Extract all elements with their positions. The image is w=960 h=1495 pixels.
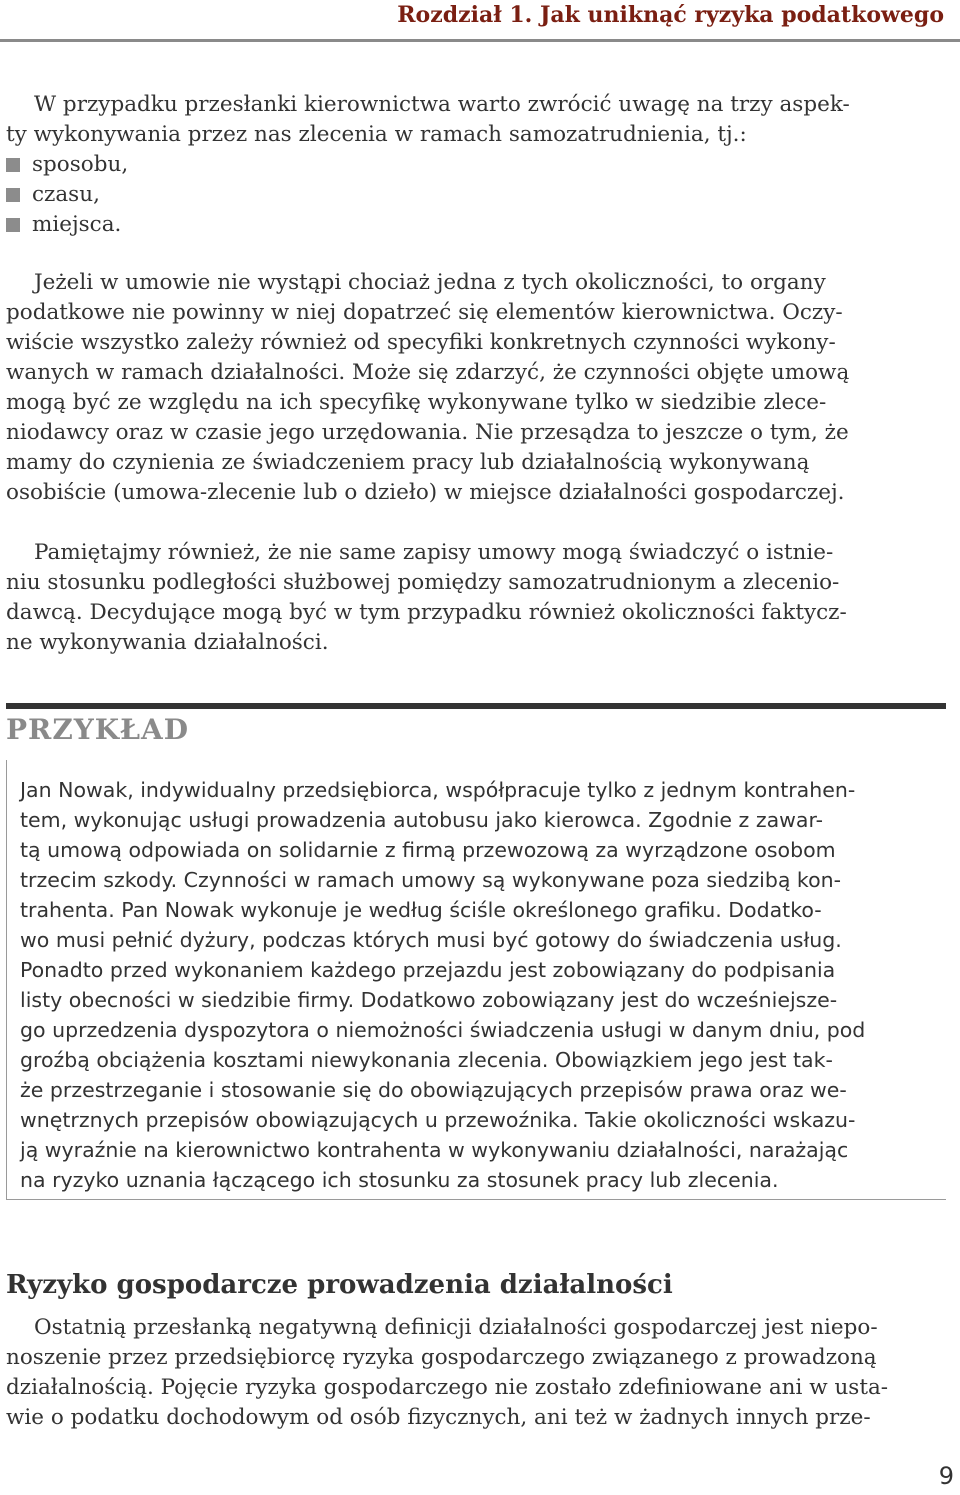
example-bottom-border: [6, 1199, 946, 1200]
example-line: tą umową odpowiada on solidarnie z firmą przewozową za wyrządzone osobom: [20, 838, 836, 862]
example-line: trzecim szkody. Czynności w ramach umowy są wykonywane poza siedzibą kon-: [20, 868, 842, 892]
bullet-item: miejsca.: [32, 212, 122, 237]
paragraph-line: Jeżeli w umowie nie wystąpi chociaż jedna z tych okoliczności, to organy: [34, 270, 826, 295]
section-line: noszenie przez przedsiębiorcę ryzyka gospodarczego związanego z prowadzoną: [6, 1345, 877, 1370]
section-line: wie o podatku dochodowym od osób fizycznych, ani też w żadnych innych prze-: [6, 1405, 871, 1430]
example-line: go uprzedzenia dyspozytora o niemożności świadczenia usługi w danym dniu, pod: [20, 1018, 866, 1042]
example-line: że przestrzeganie i stosowanie się do obowiązujących przepisów prawa oraz we-: [20, 1078, 847, 1102]
paragraph-line: podatkowe nie powinny w niej dopatrzeć się elementów kierownictwa. Oczy-: [6, 300, 843, 325]
paragraph-line: niu stosunku podległości służbowej pomiędzy samozatrudnionym a zlecenio-: [6, 570, 840, 595]
paragraph-line: niodawcy oraz w czasie jego urzędowania. Nie przesądza to jeszcze o tym, że: [6, 420, 849, 445]
running-header: [0, 0, 960, 44]
chapter-title: Rozdział 1. Jak uniknąć ryzyka podatkowego: [397, 2, 944, 28]
paragraph-line: Pamiętajmy również, że nie same zapisy umowy mogą świadczyć o istnie-: [34, 540, 834, 565]
example-label: PRZYKŁAD: [6, 713, 189, 746]
intro-line: ty wykonywania przez nas zlecenia w ramach samozatrudnienia, tj.:: [6, 122, 747, 147]
example-line: groźbą obciążenia kosztami niewykonania zlecenia. Obowiązkiem jego jest tak-: [20, 1048, 833, 1072]
example-top-rule: [6, 703, 946, 709]
example-line: listy obecności w siedzibie firmy. Dodatkowo zobowiązany jest do wcześniejsze-: [20, 988, 838, 1012]
paragraph-line: ne wykonywania działalności.: [6, 630, 329, 655]
bullet-square-icon: [6, 218, 20, 232]
paragraph-line: dawcą. Decydujące mogą być w tym przypadku również okoliczności faktycz-: [6, 600, 847, 625]
section-heading: Ryzyko gospodarcze prowadzenia działalności: [6, 1270, 673, 1300]
paragraph-line: osobiście (umowa-zlecenie lub o dzieło) w miejsce działalności gospodarczej.: [6, 480, 845, 505]
example-line: Jan Nowak, indywidualny przedsiębiorca, współpracuje tylko z jednym kontrahen-: [20, 778, 856, 802]
example-line: trahenta. Pan Nowak wykonuje je według ściśle określonego grafiku. Dodatko-: [20, 898, 822, 922]
example-line: ją wyraźnie na kierownictwo kontrahenta w wykonywaniu działalności, narażając: [20, 1138, 849, 1162]
example-line: tem, wykonując usługi prowadzenia autobusu jako kierowca. Zgodnie z zawar-: [20, 808, 823, 832]
paragraph-line: wiście wszystko zależy również od specyfiki konkretnych czynności wykony-: [6, 330, 836, 355]
example-line: na ryzyko uznania łączącego ich stosunku za stosunek pracy lub zlecenia.: [20, 1168, 779, 1192]
example-left-border: [6, 760, 7, 1200]
paragraph-line: mogą być ze względu na ich specyfikę wykonywane tylko w siedzibie zlece-: [6, 390, 827, 415]
paragraph-line: wanych w ramach działalności. Może się zdarzyć, że czynności objęte umową: [6, 360, 850, 385]
example-line: Ponadto przed wykonaniem każdego przejazdu jest zobowiązany do podpisania: [20, 958, 836, 982]
bullet-item: sposobu,: [32, 152, 129, 177]
header-rule: [0, 39, 960, 42]
paragraph-line: mamy do czynienia ze świadczeniem pracy lub działalnością wykonywaną: [6, 450, 810, 475]
bullet-square-icon: [6, 158, 20, 172]
section-line: Ostatnią przesłanką negatywną definicji działalności gospodarczej jest niepo-: [34, 1315, 878, 1340]
section-line: działalnością. Pojęcie ryzyka gospodarczego nie zostało zdefiniowane ani w usta-: [6, 1375, 889, 1400]
page-number: 9: [938, 1462, 954, 1490]
intro-line: W przypadku przesłanki kierownictwa warto zwrócić uwagę na trzy aspek-: [34, 92, 850, 117]
bullet-item: czasu,: [32, 182, 100, 207]
example-line: wo musi pełnić dyżury, podczas których musi być gotowy do świadczenia usług.: [20, 928, 842, 952]
bullet-square-icon: [6, 188, 20, 202]
example-line: wnętrznych przepisów obowiązujących u przewoźnika. Takie okoliczności wskazu-: [20, 1108, 856, 1132]
